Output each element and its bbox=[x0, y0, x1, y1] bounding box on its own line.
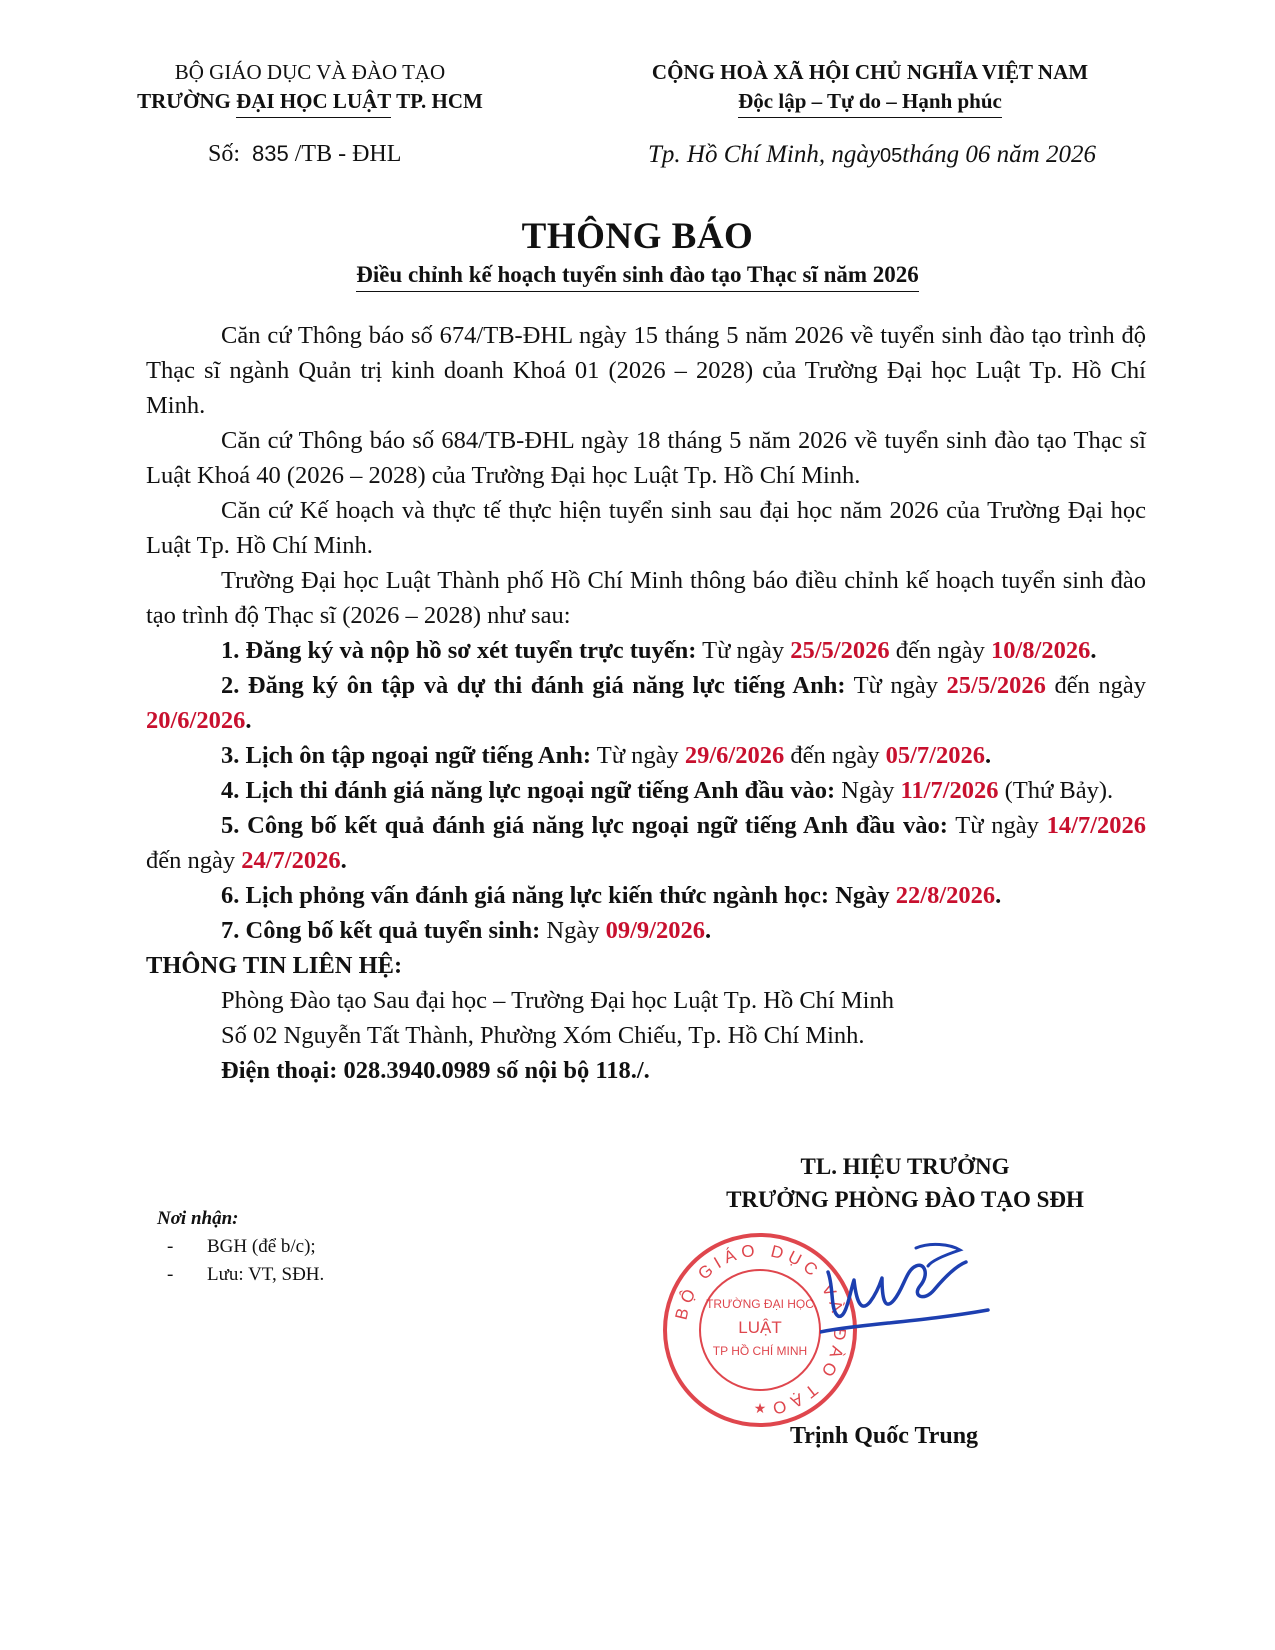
signer-authority: TL. HIỆU TRƯỞNG bbox=[800, 1154, 1010, 1179]
contact-office: Phòng Đào tạo Sau đại học – Trường Đại học Luật Tp. Hồ Chí Minh bbox=[221, 987, 894, 1014]
stamp-star-icon: ★ bbox=[753, 1402, 767, 1417]
document-date: Tp. Hồ Chí Minh, ngày05tháng 06 năm 2026 bbox=[648, 141, 1096, 168]
basis-paragraph-3: Căn cứ Kế hoạch và thực tế thực hiện tuyển sinh sau đại học năm 2026 của Trường Đại học Luật Tp. Hồ Chí Minh. bbox=[146, 497, 1146, 559]
school-name: TRƯỜNG ĐẠI HỌC LUẬT TP. HCM bbox=[100, 87, 520, 118]
schedule-item-7: 7. Công bố kết quả tuyển sinh: Ngày 09/9/2026. bbox=[221, 917, 712, 944]
schedule-item-3: 3. Lịch ôn tập ngoại ngữ tiếng Anh: Từ ngày 29/6/2026 đến ngày 05/7/2026. bbox=[221, 742, 992, 769]
stamp-line-3: TP HỒ CHÍ MINH bbox=[712, 1344, 808, 1358]
schedule-item-2: 2. Đăng ký ôn tập và dự thi đánh giá năng lực tiếng Anh: Từ ngày 25/5/2026 đến ngày 20/6/2026. bbox=[146, 672, 1147, 734]
recipients bbox=[157, 1205, 324, 1289]
signer-name: Trịnh Quốc Trung bbox=[790, 1423, 979, 1449]
motto: Độc lập – Tự do – Hạnh phúc bbox=[600, 87, 1140, 118]
signature-block bbox=[640, 1150, 1170, 1216]
recipients-heading: Nơi nhận: bbox=[157, 1208, 239, 1229]
handwritten-signature bbox=[820, 1240, 990, 1350]
contact-address: Số 02 Nguyễn Tất Thành, Phường Xóm Chiếu, Tp. Hồ Chí Minh. bbox=[221, 1022, 865, 1049]
schedule-item-6: 6. Lịch phỏng vấn đánh giá năng lực kiến thức ngành học: Ngày 22/8/2026. bbox=[221, 882, 1002, 909]
document-number: Số: 835 /TB - ĐHL bbox=[208, 141, 402, 167]
page-title: THÔNG BÁO bbox=[521, 216, 754, 257]
schedule-item-5: 5. Công bố kết quả đánh giá năng lực ngoại ngữ tiếng Anh đầu vào: Từ ngày 14/7/2026 đến ngày 24/7/2026. bbox=[146, 812, 1147, 874]
schedule-item-4: 4. Lịch thi đánh giá năng lực ngoại ngữ tiếng Anh đầu vào: Ngày 11/7/2026 (Thứ Bảy). bbox=[221, 777, 1114, 804]
schedule-item-1: 1. Đăng ký và nộp hồ sơ xét tuyển trực tuyến: Từ ngày 25/5/2026 đến ngày 10/8/2026. bbox=[221, 637, 1097, 664]
issuer-header bbox=[100, 58, 520, 118]
stamp-ring-text: BỘ GIÁO DỤC VÀ ĐÀO TẠO bbox=[671, 1240, 850, 1419]
basis-paragraph-1: Căn cứ Thông báo số 674/TB-ĐHL ngày 15 tháng 5 năm 2026 về tuyển sinh đào tạo trình độ Thạc sĩ ngành Quản trị kinh doanh Khoá 01 (2026 – 2028) của Trường Đại học Luật Tp. Hồ Chí Minh. bbox=[146, 322, 1146, 419]
contact-heading: THÔNG TIN LIÊN HỆ: bbox=[146, 952, 403, 979]
contact-phone: Điện thoại: 028.3940.0989 số nội bộ 118./. bbox=[221, 1057, 650, 1084]
notice-body bbox=[146, 318, 1146, 1088]
stamp-line-2: LUẬT bbox=[738, 1318, 782, 1337]
recipient-item: - BGH (để b/c); bbox=[167, 1236, 316, 1257]
basis-paragraph-2: Căn cứ Thông báo số 684/TB-ĐHL ngày 18 tháng 5 năm 2026 về tuyển sinh đào tạo Thạc sĩ Luật Khoá 40 (2026 – 2028) của Trường Đại học Luật Tp. Hồ Chí Minh. bbox=[146, 427, 1146, 489]
recipient-item: - Lưu: VT, SĐH. bbox=[167, 1264, 325, 1285]
country-name: CỘNG HOÀ XÃ HỘI CHỦ NGHĨA VIỆT NAM bbox=[651, 60, 1089, 84]
stamp-line-1: TRƯỜNG ĐẠI HỌC bbox=[706, 1297, 814, 1311]
national-header bbox=[600, 58, 1140, 118]
signer-title: TRƯỞNG PHÒNG ĐÀO TẠO SĐH bbox=[726, 1187, 1084, 1212]
page-subtitle: Điều chỉnh kế hoạch tuyển sinh đào tạo Thạc sĩ năm 2026 bbox=[0, 262, 1275, 288]
ministry-name: BỘ GIÁO DỤC VÀ ĐÀO TẠO bbox=[174, 60, 446, 84]
intro-paragraph: Trường Đại học Luật Thành phố Hồ Chí Minh thông báo điều chỉnh kế hoạch tuyển sinh đào tạo trình độ Thạc sĩ (2026 – 2028) như sau: bbox=[146, 567, 1146, 629]
